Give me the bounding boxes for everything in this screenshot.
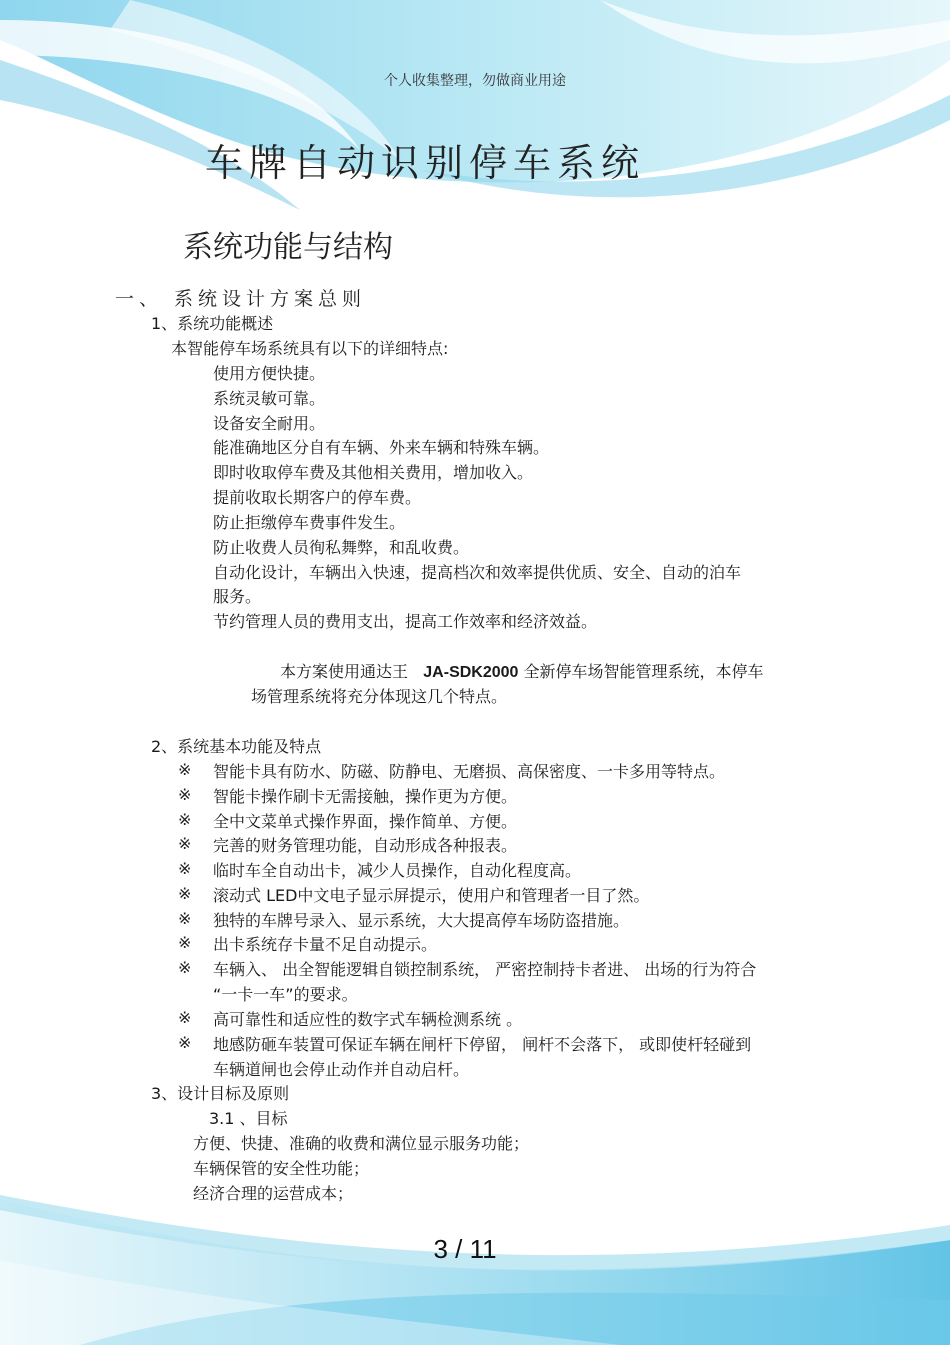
product-model: JA-SDK2000 xyxy=(423,664,519,681)
function-item-continuation: 车辆道闸也会停止动作并自动启杆。 xyxy=(213,1060,470,1079)
function-item: 车辆入、 出全智能逻辑自锁控制系统， 严密控制持卡者进、 出场的行为符合 xyxy=(213,960,757,979)
feature-item: 服务。 xyxy=(213,587,262,606)
page-number: 3 / 11 xyxy=(433,1234,497,1264)
feature-item: 节约管理人员的费用支出，提高工作效率和经济效益。 xyxy=(213,612,598,631)
feature-item: 系统灵敏可靠。 xyxy=(213,389,326,408)
goal-item: 方便、快捷、准确的收费和满位显示服务功能； xyxy=(193,1134,530,1153)
reference-mark: ※ xyxy=(178,958,192,977)
reference-mark: ※ xyxy=(178,1033,192,1052)
reference-mark: ※ xyxy=(178,1008,192,1027)
reference-mark: ※ xyxy=(178,810,192,829)
function-item: 滚动式 LED中文电子显示屏提示，使用户和管理者一目了然。 xyxy=(213,886,650,905)
feature-item: 能准确地区分自有车辆、外来车辆和特殊车辆。 xyxy=(213,438,550,457)
function-item: 高可靠性和适应性的数字式车辆检测系统 。 xyxy=(213,1010,523,1029)
subsection-heading-3-1: 3.1 、目标 xyxy=(209,1109,288,1128)
reference-mark: ※ xyxy=(178,909,192,928)
function-item: 临时车全自动出卡，减少人员操作，自动化程度高。 xyxy=(213,861,582,880)
function-item: 智能卡操作刷卡无需接触，操作更为方便。 xyxy=(213,787,518,806)
feature-item: 即时收取停车费及其他相关费用，增加收入。 xyxy=(213,463,534,482)
note-text-start: 本方案使用通达王 xyxy=(280,662,409,681)
goal-item: 车辆保管的安全性功能； xyxy=(193,1159,370,1178)
feature-item: 自动化设计，车辆出入快速，提高档次和效率提供优质、安全、自动的泊车 xyxy=(213,563,742,582)
reference-mark: ※ xyxy=(178,859,192,878)
function-item: 出卡系统存卡量不足自动提示。 xyxy=(213,935,438,954)
subsection-heading-3: 3、设计目标及原则 xyxy=(151,1084,290,1103)
function-item: 地感防砸车装置可保证车辆在闸杆下停留， 闸杆不会落下， 或即使杆轻碰到 xyxy=(213,1035,752,1054)
reference-mark: ※ xyxy=(178,933,192,952)
feature-item: 防止收费人员徇私舞弊，和乱收费。 xyxy=(213,538,470,557)
note-paragraph-line2: 场管理系统将充分体现这几个特点。 xyxy=(251,687,508,706)
feature-item: 设备安全耐用。 xyxy=(213,414,326,433)
reference-mark: ※ xyxy=(178,834,192,853)
function-item: 智能卡具有防水、防磁、防静电、无磨损、高保密度、一卡多用等特点。 xyxy=(213,762,726,781)
reference-mark: ※ xyxy=(178,785,192,804)
watermark-text: 个人收集整理，勿做商业用途 xyxy=(384,73,566,89)
function-item-continuation: “一卡一车”的要求。 xyxy=(213,985,358,1004)
subsection-heading-2: 2、系统基本功能及特点 xyxy=(151,737,322,756)
reference-mark: ※ xyxy=(178,884,192,903)
feature-item: 提前收取长期客户的停车费。 xyxy=(213,488,422,507)
intro-text: 本智能停车场系统具有以下的详细特点: xyxy=(171,339,449,358)
section-heading: 一、 系统设计方案总则 xyxy=(115,288,367,310)
feature-item: 使用方便快捷。 xyxy=(213,364,326,383)
goal-item: 经济合理的运营成本； xyxy=(193,1184,354,1203)
document-title: 车牌自动识别停车系统 xyxy=(204,141,645,185)
subsection-heading-1: 1、系统功能概述 xyxy=(151,314,274,333)
function-item: 全中文菜单式操作界面，操作简单、方便。 xyxy=(213,812,518,831)
chapter-title: 系统功能与结构 xyxy=(183,230,393,265)
function-item: 完善的财务管理功能，自动形成各种报表。 xyxy=(213,836,518,855)
note-text-end: 全新停车场智能管理系统，本停车 xyxy=(523,662,764,681)
reference-mark: ※ xyxy=(178,760,192,779)
function-item: 独特的车牌号录入、显示系统，大大提高停车场防盗措施。 xyxy=(213,911,630,930)
note-paragraph xyxy=(280,660,764,685)
feature-item: 防止拒缴停车费事件发生。 xyxy=(213,513,406,532)
